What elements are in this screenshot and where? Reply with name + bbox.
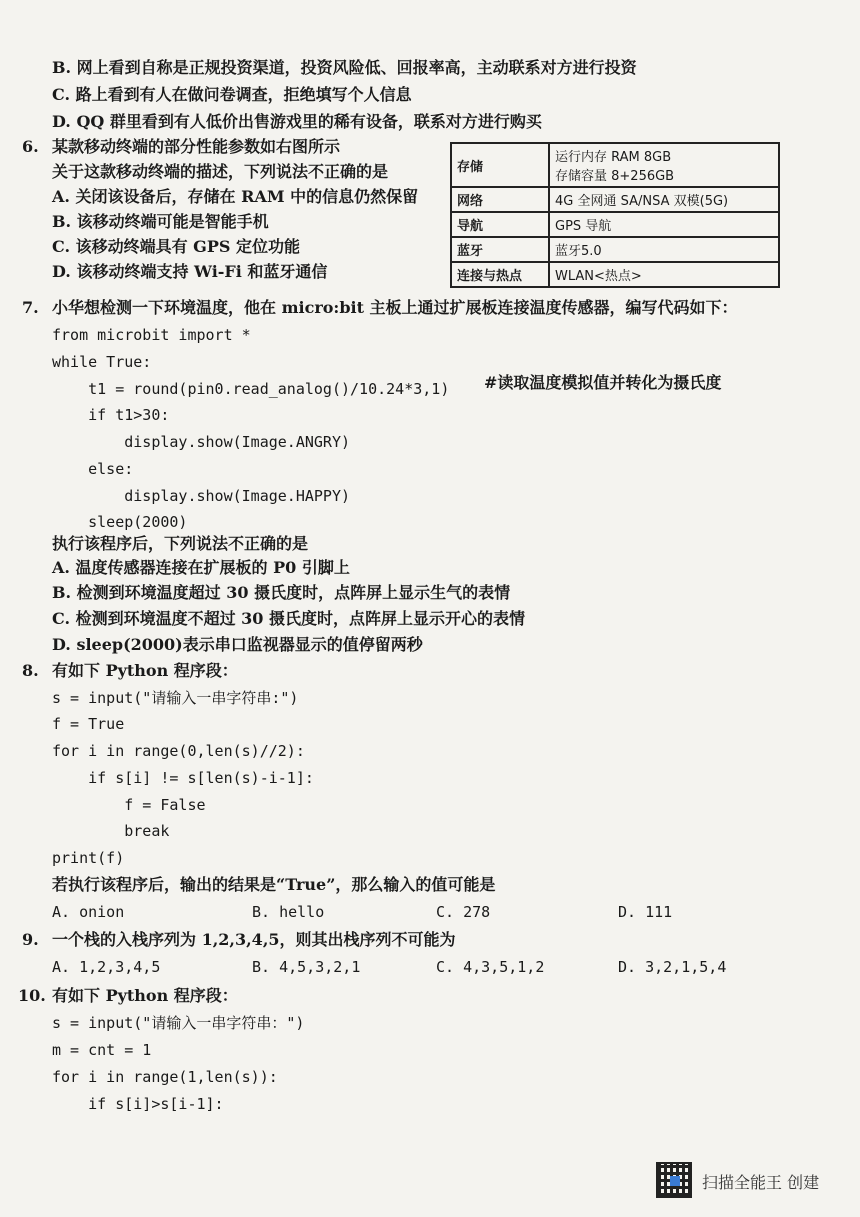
q10-code-line: s = input("请输入一串字符串：") bbox=[52, 1014, 305, 1032]
q8-question: 若执行该程序后，输出的结果是“True”，那么输入的值可能是 bbox=[52, 875, 496, 894]
q6-option-a: A. 关闭该设备后，存储在 RAM 中的信息仍然保留 bbox=[52, 187, 419, 206]
spec-row-network bbox=[451, 187, 779, 212]
scanner-watermark bbox=[656, 1162, 856, 1202]
q8-option-a: A. onion bbox=[52, 903, 125, 921]
q7-option-b: B. 检测到环境温度超过 30 摄氏度时，点阵屏上显示生气的表情 bbox=[52, 583, 511, 602]
q7-code-line: t1 = round(pin0.read_analog()/10.24*3,1) bbox=[52, 380, 450, 398]
q10-code-line: for i in range(1,len(s)): bbox=[52, 1068, 278, 1086]
q7-stem: 小华想检测一下环境温度，他在 micro:bit 主板上通过扩展板连接温度传感器，编写代码如下： bbox=[52, 298, 738, 317]
q7-code-line: sleep(2000) bbox=[52, 513, 188, 531]
q7-option-d: D. sleep(2000)表示串口监视器显示的值停留两秒 bbox=[52, 635, 423, 654]
q7-code-line: if t1>30: bbox=[52, 406, 170, 424]
q9-stem: 一个栈的入栈序列为 1,2,3,4,5，则其出栈序列不可能为 bbox=[52, 930, 456, 949]
q6-option-b: B. 该移动终端可能是智能手机 bbox=[52, 212, 269, 231]
spec-key: 蓝牙 bbox=[451, 237, 549, 262]
q7-code-line: display.show(Image.HAPPY) bbox=[52, 487, 351, 505]
q7-number: 7. bbox=[22, 298, 39, 317]
q10-code-line: m = cnt = 1 bbox=[52, 1041, 152, 1059]
qr-code-icon bbox=[656, 1162, 692, 1198]
q7-code-line: from microbit import * bbox=[52, 326, 251, 344]
spec-key: 存储 bbox=[451, 143, 549, 187]
spec-value: WLAN<热点> bbox=[549, 262, 779, 287]
q8-code-line: for i in range(0,len(s)//2): bbox=[52, 742, 305, 760]
q7-question: 执行该程序后，下列说法不正确的是 bbox=[52, 534, 309, 553]
q6-stem-1: 某款移动终端的部分性能参数如右图所示 bbox=[52, 137, 341, 156]
q8-code-line: f = False bbox=[52, 796, 206, 814]
spec-value-ram: 运行内存 RAM 8GB bbox=[555, 150, 672, 165]
q7-code-line: display.show(Image.ANGRY) bbox=[52, 433, 351, 451]
q9-option-a: A. 1,2,3,4,5 bbox=[52, 958, 161, 976]
spec-value: 蓝牙5.0 bbox=[549, 237, 779, 262]
q5-option-c: C. 路上看到有人在做问卷调查，拒绝填写个人信息 bbox=[52, 85, 412, 104]
q7-code-comment: #读取温度模拟值并转化为摄氏度 bbox=[484, 373, 722, 392]
q9-number: 9. bbox=[22, 930, 39, 949]
spec-key: 连接与热点 bbox=[451, 262, 549, 287]
q10-stem: 有如下 Python 程序段： bbox=[52, 986, 238, 1005]
spec-row-bluetooth bbox=[451, 237, 779, 262]
q7-code-line: else: bbox=[52, 460, 134, 478]
q8-stem: 有如下 Python 程序段： bbox=[52, 661, 238, 680]
spec-key: 导航 bbox=[451, 212, 549, 237]
q8-option-b: B. hello bbox=[252, 903, 325, 921]
q8-code-line: print(f) bbox=[52, 849, 125, 867]
q7-code-line: while True: bbox=[52, 353, 152, 371]
q8-option-d: D. 111 bbox=[618, 903, 673, 921]
q10-number: 10. bbox=[18, 986, 46, 1005]
q9-option-d: D. 3,2,1,5,4 bbox=[618, 958, 727, 976]
spec-row-nav bbox=[451, 212, 779, 237]
q8-option-c: C. 278 bbox=[436, 903, 491, 921]
q7-option-c: C. 检测到环境温度不超过 30 摄氏度时，点阵屏上显示开心的表情 bbox=[52, 609, 526, 628]
q7-option-a: A. 温度传感器连接在扩展板的 P0 引脚上 bbox=[52, 558, 350, 577]
q8-number: 8. bbox=[22, 661, 39, 680]
spec-row-hotspot bbox=[451, 262, 779, 287]
spec-row-storage bbox=[451, 143, 779, 187]
watermark-text: 扫描全能王 创建 bbox=[702, 1173, 820, 1192]
spec-value: GPS 导航 bbox=[549, 212, 779, 237]
q5-option-d: D. QQ 群里看到有人低价出售游戏里的稀有设备，联系对方进行购买 bbox=[52, 112, 542, 131]
q6-number: 6. bbox=[22, 137, 39, 156]
q6-option-c: C. 该移动终端具有 GPS 定位功能 bbox=[52, 237, 300, 256]
q6-option-d: D. 该移动终端支持 Wi-Fi 和蓝牙通信 bbox=[52, 262, 328, 281]
q8-code-line: if s[i] != s[len(s)-i-1]: bbox=[52, 769, 314, 787]
spec-value-rom: 存储容量 8+256GB bbox=[555, 169, 675, 184]
q8-code-line: f = True bbox=[52, 715, 125, 733]
spec-key: 网络 bbox=[451, 187, 549, 212]
q9-option-c: C. 4,3,5,1,2 bbox=[436, 958, 545, 976]
q8-code-line: break bbox=[52, 822, 170, 840]
q8-code-line: s = input("请输入一串字符串:") bbox=[52, 689, 299, 707]
spec-table bbox=[450, 142, 780, 288]
q9-option-b: B. 4,5,3,2,1 bbox=[252, 958, 361, 976]
q10-code-line: if s[i]>s[i-1]: bbox=[52, 1095, 224, 1113]
q6-stem-2: 关于这款移动终端的描述，下列说法不正确的是 bbox=[52, 162, 389, 181]
spec-value bbox=[549, 143, 779, 187]
spec-value: 4G 全网通 SA/NSA 双模(5G) bbox=[549, 187, 779, 212]
q5-option-b: B. 网上看到自称是正规投资渠道，投资风险低、回报率高，主动联系对方进行投资 bbox=[52, 58, 637, 77]
